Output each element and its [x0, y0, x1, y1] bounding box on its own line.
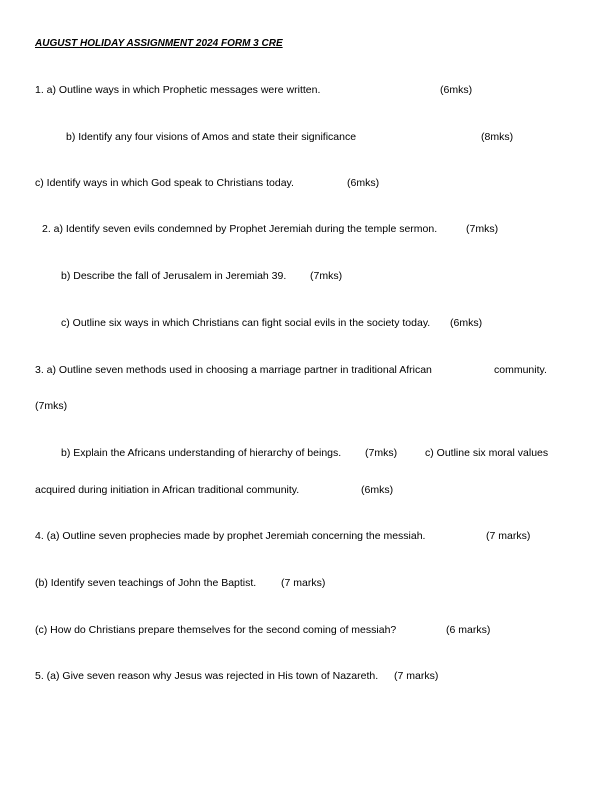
q2b-marks: (7mks) [310, 270, 343, 282]
q4a-marks: (7 marks) [486, 530, 531, 542]
q5a-text: 5. (a) Give seven reason why Jesus was rejected in His town of Nazareth. [35, 670, 379, 682]
q2b-text: b) Describe the fall of Jerusalem in Jeremiah 39. [61, 270, 287, 282]
q3b-text: b) Explain the Africans understanding of hierarchy of beings. [61, 447, 342, 459]
q4a-text: 4. (a) Outline seven prophecies made by prophet Jeremiah concerning the messiah. [35, 530, 426, 542]
q2a-text: 2. a) Identify seven evils condemned by Prophet Jeremiah during the temple sermon. [42, 223, 438, 235]
q1b-marks: (8mks) [481, 131, 514, 143]
q4b-marks: (7 marks) [281, 577, 326, 589]
q3a-text: 3. a) Outline seven methods used in choosing a marriage partner in traditional African [35, 364, 432, 376]
q3c-text: c) Outline six moral values [425, 447, 549, 459]
q5a-marks: (7 marks) [394, 670, 439, 682]
q4c-text: (c) How do Christians prepare themselves for the second coming of messiah? [35, 624, 397, 636]
q3c-text-cont: acquired during initiation in African traditional community. [35, 484, 300, 496]
q1c-marks: (6mks) [347, 177, 380, 189]
q2a-marks: (7mks) [466, 223, 499, 235]
q1a-text: 1. a) Outline ways in which Prophetic messages were written. [35, 84, 321, 96]
q3b-marks: (7mks) [365, 447, 398, 459]
q4b-text: (b) Identify seven teachings of John the Baptist. [35, 577, 257, 589]
q2c-text: c) Outline six ways in which Christians can fight social evils in the society today. [61, 317, 431, 329]
q3c-marks: (6mks) [361, 484, 394, 496]
q4c-marks: (6 marks) [446, 624, 491, 636]
document-title: AUGUST HOLIDAY ASSIGNMENT 2024 FORM 3 CRE [35, 38, 283, 49]
q1b-text: b) Identify any four visions of Amos and state their significance [66, 131, 357, 143]
q1a-marks: (6mks) [440, 84, 473, 96]
q1c-text: c) Identify ways in which God speak to Christians today. [35, 177, 294, 189]
q2c-marks: (6mks) [450, 317, 483, 329]
q3a-marks: (7mks) [35, 400, 68, 412]
q3a-text-end: community. [494, 364, 547, 376]
